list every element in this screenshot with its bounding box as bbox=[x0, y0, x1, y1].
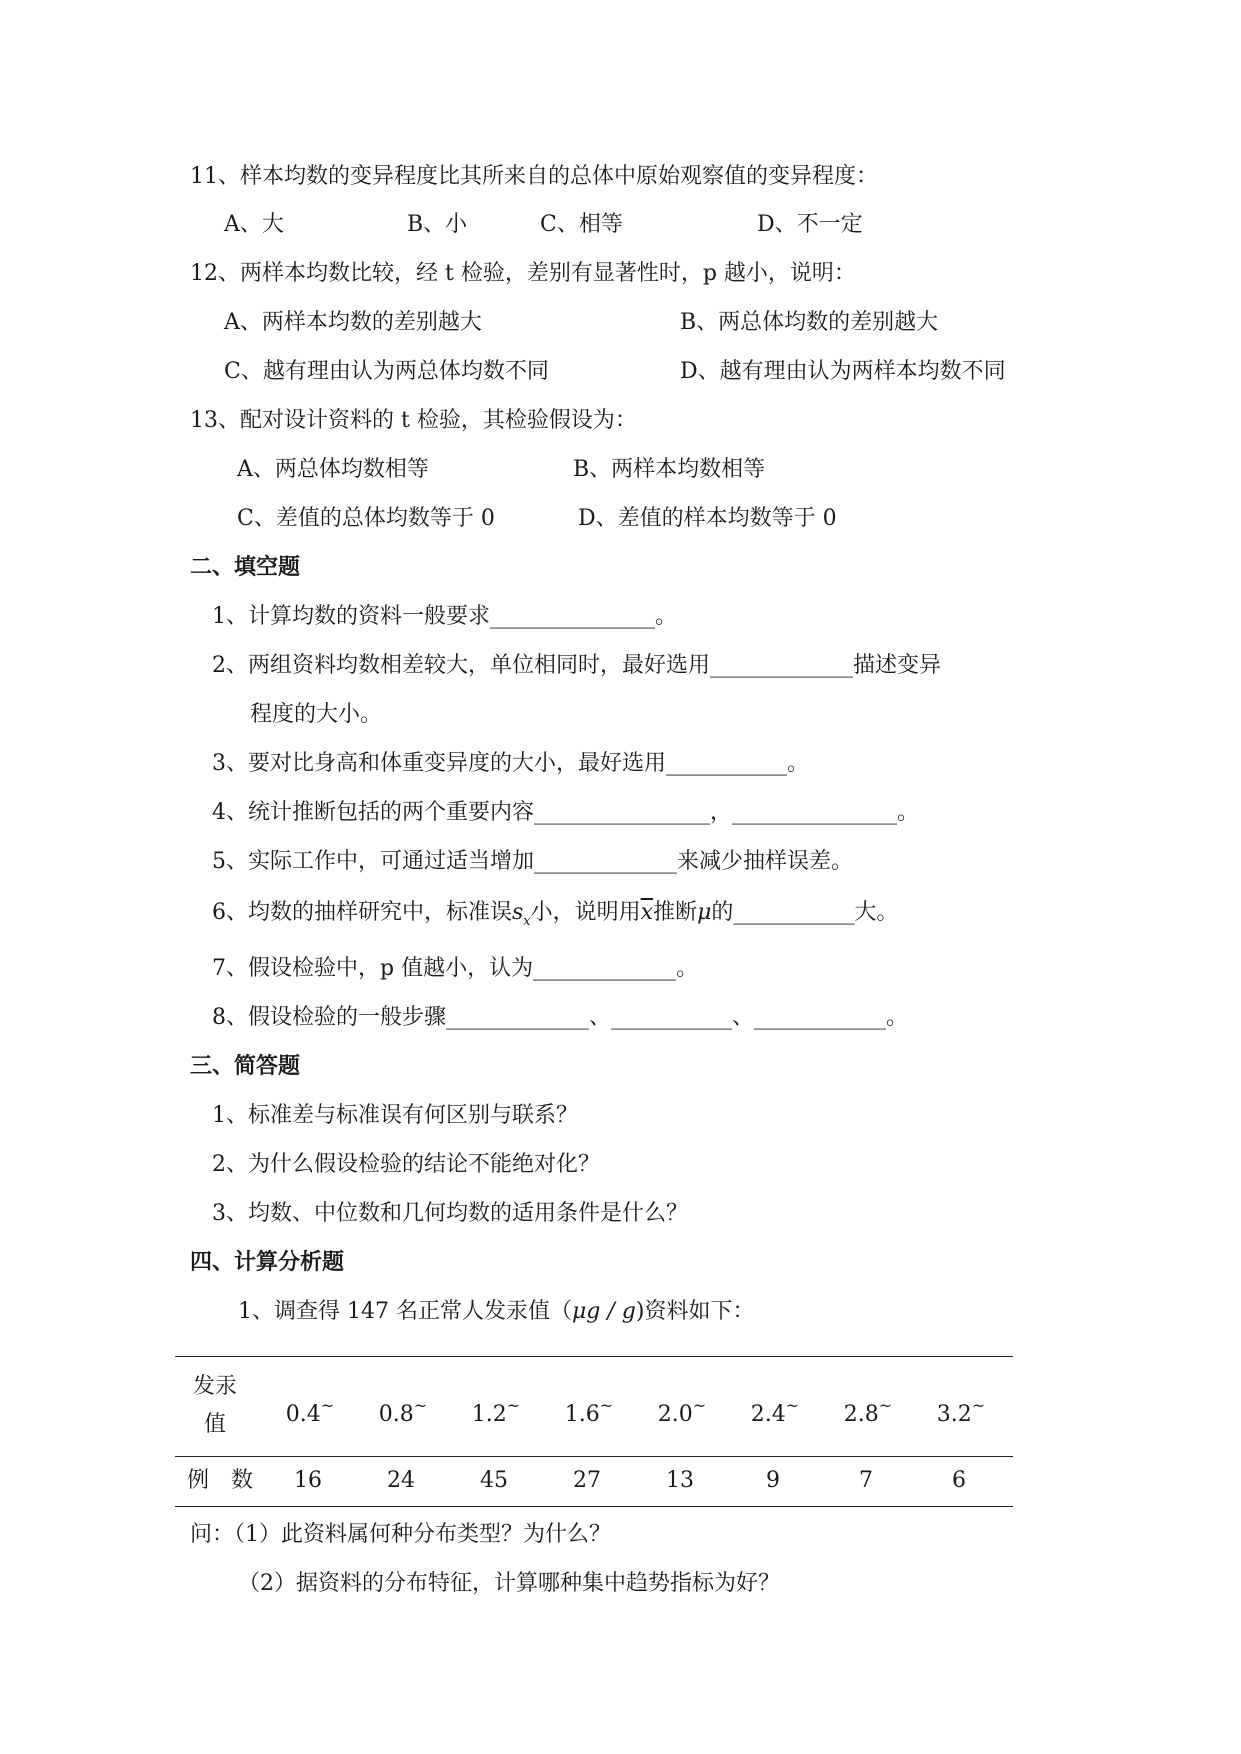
section-heading-fill-in: 二、填空题 bbox=[190, 555, 301, 580]
q12-option-b: B、两总体均数的差别越大 bbox=[680, 310, 939, 335]
count-cell: 24 bbox=[387, 1468, 415, 1493]
fill-item-8: 8、假设检验的一般步骤_____________、___________、____________。 bbox=[212, 1005, 908, 1030]
fill-item-2-cont: 程度的大小。 bbox=[250, 702, 383, 727]
value-cell: 2.8~ bbox=[843, 1396, 893, 1427]
calc-intro-part1: 1、调查得 147 名正常人发汞值（ bbox=[238, 1299, 572, 1324]
question-12-stem: 12、两样本均数比较，经 t 检验，差别有显著性时，p 越小，说明： bbox=[190, 261, 856, 286]
value-cell: 2.0~ bbox=[657, 1396, 707, 1427]
table-top-rule bbox=[175, 1356, 1013, 1357]
fill-item-2: 2、两组资料均数相差较大，单位相同时，最好选用_____________描述变异 bbox=[212, 653, 941, 678]
section-heading-calculation: 四、计算分析题 bbox=[190, 1250, 345, 1275]
unit-label: μg / g bbox=[571, 1299, 636, 1324]
calc-question-1: 问：（1）此资料属何种分布类型？为什么？ bbox=[190, 1522, 611, 1547]
fill-item-6-part3: 推断 bbox=[653, 900, 698, 925]
count-cell: 45 bbox=[480, 1468, 508, 1493]
fill-item-6-part4: 的___________大。 bbox=[711, 900, 899, 925]
calc-intro-part2: )资料如下： bbox=[635, 1299, 755, 1324]
row-header-value-a: 发汞 bbox=[192, 1374, 237, 1399]
fill-item-7: 7、假设检验中，p 值越小，认为_____________。 bbox=[212, 956, 699, 981]
q13-option-d: D、差值的样本均数等于 0 bbox=[578, 506, 837, 531]
q12-option-c: C、越有理由认为两总体均数不同 bbox=[224, 359, 549, 384]
value-cell: 1.2~ bbox=[471, 1396, 521, 1427]
q13-option-c: C、差值的总体均数等于 0 bbox=[237, 506, 495, 531]
short-item-1: 1、标准差与标准误有何区别与联系？ bbox=[212, 1103, 578, 1128]
fill-item-1: 1、计算均数的资料一般要求_______________。 bbox=[212, 604, 677, 629]
q12-option-a: A、两样本均数的差别越大 bbox=[224, 310, 482, 335]
fill-item-3: 3、要对比身高和体重变异度的大小，最好选用___________。 bbox=[212, 751, 809, 776]
q12-option-d: D、越有理由认为两样本均数不同 bbox=[680, 359, 1006, 384]
count-cell: 7 bbox=[859, 1468, 873, 1493]
fill-item-6-part2: 小，说明用 bbox=[530, 900, 641, 925]
row-header-value-b: 值 bbox=[203, 1412, 226, 1437]
short-item-2: 2、为什么假设检验的结论不能绝对化？ bbox=[212, 1152, 600, 1177]
count-cell: 6 bbox=[952, 1468, 966, 1493]
row-header-count: 例 数 bbox=[186, 1468, 253, 1493]
q11-option-c: C、相等 bbox=[540, 212, 623, 237]
count-cell: 16 bbox=[294, 1468, 322, 1493]
short-item-3: 3、均数、中位数和几何均数的适用条件是什么？ bbox=[212, 1201, 688, 1226]
std-error-symbol: s bbox=[512, 900, 524, 925]
value-cell: 0.8~ bbox=[378, 1396, 428, 1427]
question-11-stem: 11、样本均数的变异程度比其所来自的总体中原始观察值的变异程度： bbox=[190, 164, 878, 189]
calc-question-2: （2）据资料的分布特征，计算哪种集中趋势指标为好？ bbox=[238, 1571, 780, 1596]
table-mid-rule bbox=[175, 1456, 1013, 1457]
value-cell: 2.4~ bbox=[750, 1396, 800, 1427]
q11-option-d: D、不一定 bbox=[757, 212, 863, 237]
question-13-stem: 13、配对设计资料的 t 检验，其检验假设为： bbox=[190, 408, 637, 433]
table-bottom-rule bbox=[175, 1506, 1013, 1507]
fill-item-5: 5、实际工作中，可通过适当增加_____________来减少抽样误差。 bbox=[212, 849, 853, 874]
fill-item-6 bbox=[212, 898, 898, 937]
q11-option-a: A、大 bbox=[224, 212, 284, 237]
count-cell: 13 bbox=[666, 1468, 694, 1493]
section-heading-short-answer: 三、简答题 bbox=[190, 1054, 301, 1079]
mercury-data-table bbox=[175, 1356, 1013, 1506]
q11-option-b: B、小 bbox=[407, 212, 468, 237]
count-cell: 9 bbox=[766, 1468, 780, 1493]
std-error-subscript: x bbox=[523, 914, 531, 929]
value-cell: 1.6~ bbox=[564, 1396, 614, 1427]
q13-option-b: B、两样本均数相等 bbox=[573, 457, 766, 482]
population-mean-symbol: μ bbox=[697, 900, 712, 925]
calc-intro bbox=[238, 1297, 754, 1327]
fill-item-4: 4、统计推断包括的两个重要内容________________，_______________。 bbox=[212, 800, 919, 825]
count-cell: 27 bbox=[573, 1468, 601, 1493]
sample-mean-symbol: $\overline{x}$ bbox=[640, 900, 654, 925]
q13-option-a: A、两总体均数相等 bbox=[237, 457, 429, 482]
value-cell: 0.4~ bbox=[285, 1396, 335, 1427]
fill-item-6-part1: 6、均数的抽样研究中，标准误 bbox=[212, 900, 512, 925]
value-cell: 3.2~ bbox=[936, 1396, 986, 1427]
